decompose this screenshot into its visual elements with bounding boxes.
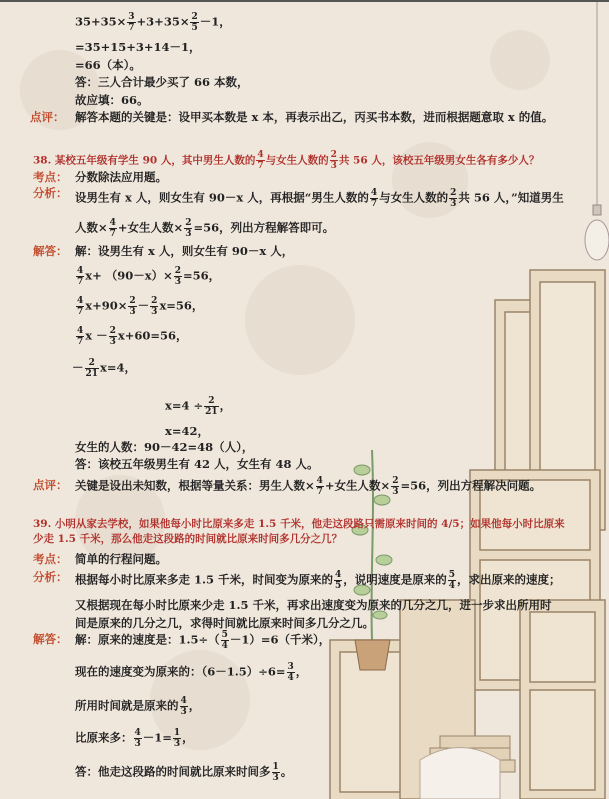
kaodian-label: 考点： <box>33 170 68 184</box>
solution-39-answer: 答：他走这段路的时间就比原来时间多 $\frac{1}{3}$ 。 <box>75 762 293 783</box>
fenxi-39-line-1: 根据每小时比原来多走 1.5 千米，时间变为原来的 $\frac{4}{5}$ ，说明速度是原来的 $\frac{5}{4}$ ，求出原来的速度； <box>75 570 561 591</box>
kaodian-label-39: 考点： <box>33 552 68 566</box>
fenxi-label: 分析： <box>33 186 68 200</box>
fenxi-39-line-2: 又根据现在每小时比原来少走 1.5 千米，再求出速度变为原来的几分之几，进一步求出所用时 <box>75 598 552 612</box>
solution-line-1: $\frac{4}{7}$ x+ （90－x）× $\frac{2}{3}$ =56， <box>77 266 221 287</box>
solution-39-line-3: 所用时间就是原来的 $\frac{4}{3}$ ， <box>75 696 201 717</box>
dianping-text-38: 关键是设出未知数，根据等量关系：男生人数× $\frac{4}{7}$ +女生人数× $\frac{2}{3}$ =56，列出方程解决问题。 <box>75 476 542 497</box>
kaodian-text: 分数除法应用题。 <box>75 170 167 184</box>
fill-line: 故应填：66。 <box>75 93 149 107</box>
calc-line-3: =66（本）。 <box>75 58 141 72</box>
solution-39-line-4: 比原来多： $\frac{4}{3}$ －1= $\frac{1}{3}$ ， <box>75 728 194 749</box>
solution-line-2: $\frac{4}{7}$ x+90× $\frac{2}{3}$ － $\frac{2}{3}$ x=56， <box>77 296 204 317</box>
dianping-label-38: 点评： <box>33 478 68 492</box>
calc-line-2: =35+15+3+14－1， <box>75 40 201 54</box>
solution-line-7: 女生的人数：90－42=48（人）， <box>75 440 254 454</box>
dianping-text: 解答本题的关键是：设甲买本数是 x 本，再表示出乙，丙买书本数，进而根据题意取 x 的值。 <box>75 110 554 124</box>
solution-39-line-2: 现在的速度变为原来的：（6－1.5）÷6= $\frac{3}{4}$ ， <box>75 662 308 683</box>
question-39-line-1: 39. 小明从家去学校，如果他每小时比原来多走 1.5 千米，他走这段路只需原来时间的 4/5；如果他每小时比原来 <box>33 518 565 530</box>
fenxi-label-39: 分析： <box>33 570 68 584</box>
solution-line-3: $\frac{4}{7}$ x － $\frac{2}{3}$ x+60=56， <box>77 326 188 347</box>
jieda-label-39: 解答： <box>33 632 68 646</box>
fenxi-39-line-3: 间是原来的几分之几，求得时间就比原来时间多几分之几。 <box>75 616 374 630</box>
solution-line-0: 解：设男生有 x 人，则女生有 90－x 人， <box>75 244 294 258</box>
solution-line-6: x=42， <box>165 424 209 438</box>
fenxi-line-2: 人数× $\frac{4}{7}$ +女生人数× $\frac{2}{3}$ =56，列出方程解答即可。 <box>75 218 335 239</box>
solution-line-4: － $\frac{2}{21}$ x=4， <box>72 358 137 379</box>
calc-line-1: 35+35× $\frac{3}{7}$ +3+35× $\frac{2}{5}$ －1， <box>75 12 231 33</box>
solution-line-5: x=4 ÷ $\frac{2}{21}$ ， <box>165 396 232 417</box>
answer-line: 答：三人合计最少买了 66 本数， <box>75 75 249 89</box>
dianping-label: 点评： <box>30 110 65 124</box>
solution-39-line-1: 解：原来的速度是：1.5÷（ $\frac{5}{4}$ －1）=6（千米）， <box>75 630 331 651</box>
question-38: 38. 某校五年级有学生 90 人，其中男生人数的 $\frac{4}{7}$ 与女生人数的 $\frac{2}{3}$ 共 56 人，该校五年级男女生各有多少人？ <box>33 150 540 171</box>
jieda-label: 解答： <box>33 244 68 258</box>
question-39-line-2: 少走 1.5 千米，那么他走这段路的时间就比原来时间多几分之几？ <box>33 533 343 545</box>
solution-answer: 答：该校五年级男生有 42 人，女生有 48 人。 <box>75 457 319 471</box>
kaodian-text-39: 简单的行程问题。 <box>75 552 167 566</box>
top-border <box>0 0 609 2</box>
fenxi-line-1: 设男生有 x 人，则女生有 90－x 人，再根据“男生人数的 $\frac{4}{7}$ 与女生人数的 $\frac{2}{3}$ 共 56 人，”知道男生 <box>75 188 564 209</box>
